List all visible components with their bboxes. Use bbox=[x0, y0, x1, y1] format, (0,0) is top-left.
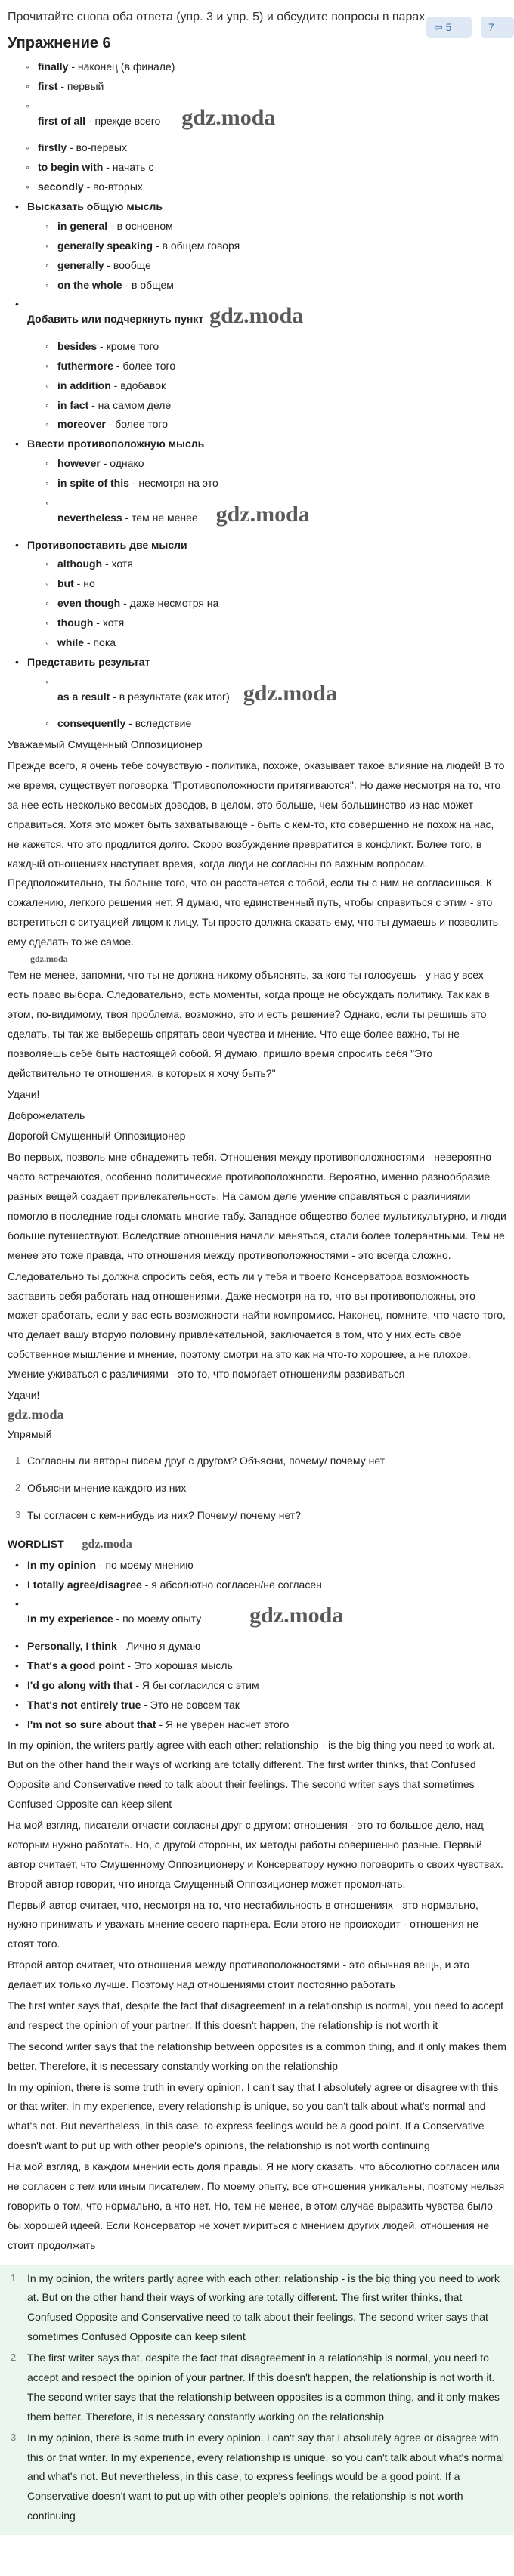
watermark: gdz.moda bbox=[209, 303, 304, 329]
phrase-list-intro bbox=[8, 57, 506, 197]
list-item: • I'd go along with that - Я бы согласился с этим bbox=[8, 1676, 506, 1696]
list-item: ◦ while - пока bbox=[27, 633, 506, 653]
letter1-body2: Тем не менее, запомни, что ты не должна никому объяснять, за кого ты голосуешь - у нас у всех есть право выбора. Следовательно, есть моменты, когда проще не обсуждать политику. Так как в этом, по-видимому, твоя проблема, возможно, это и есть решение? Однако, если ты решишь это сделать, ты так же выберешь спрятать свои чувства и мнение. Что еще более важно, ты не позволяешь себе быть настоящей собой. Я думаю, пришло время спросить себя "Это действительно те отношения, в которых я хочу быть?" bbox=[8, 969, 490, 1079]
list-item: ◦ in fact - на самом деле bbox=[27, 396, 506, 416]
answer-en-2: The first writer says that, despite the fact that disagreement in a relationship is normal, you need to accept and respect the opinion of your partner. If this doesn't happen, the relationship is not worth it bbox=[8, 1999, 504, 2031]
list-item: • I'm not so sure about that - Я не уверен насчет этого bbox=[8, 1715, 506, 1735]
next-exercise-button[interactable] bbox=[481, 17, 514, 38]
list-item: ◦ moreover - более того bbox=[27, 415, 506, 434]
answer-en-1: In my opinion, the writers partly agree with each other: relationship - is the big thing you need to work at. But on the other hand their ways of working are totally different. The first writer thinks, that Confused Opposite and Conservative need to talk about their feelings. The second writer says that sometimes Confused Opposite can keep silent bbox=[8, 1739, 495, 1811]
arrow-left-icon: ⇦ bbox=[434, 21, 446, 33]
watermark: gdz.moda bbox=[30, 953, 68, 964]
list-item: • Personally, I think - Лично я думаю bbox=[8, 1637, 506, 1656]
list-item: • I totally agree/disagree - я абсолютно согласен/не согласен bbox=[8, 1576, 506, 1595]
list-item: ◦ first - первый bbox=[8, 77, 506, 97]
list-item: • That's not entirely true - Это не совсем так bbox=[8, 1696, 506, 1715]
group-heading: • Представить результат ◦ as a result - в результате (как итог) gdz.moda ◦ consequently - вследствие bbox=[8, 653, 506, 734]
task-text: Прочитайте снова оба ответа (упр. 3 и упр. 5) и обсудите вопросы в парах bbox=[8, 11, 426, 23]
list-item: 3 Ты согласен с кем-нибудь из них? Почему/ почему нет? bbox=[15, 1509, 301, 1522]
list-item: ◦ consequently - вследствие bbox=[27, 714, 506, 734]
list-item: ◦ in spite of this - несмотря на это bbox=[27, 474, 506, 493]
letter1-signoff: Удачи! bbox=[8, 1087, 40, 1100]
group-heading: • Добавить или подчеркнуть пункт gdz.moda ◦ besides - кроме того ◦ futhermore - более того ◦ in addition - вдобавок ◦ in fact - на самом деле ◦ moreover - более того bbox=[8, 295, 506, 434]
list-item: ◦ on the whole - в общем bbox=[27, 276, 506, 295]
list-item: 2 Объясни мнение каждого из них bbox=[15, 1482, 187, 1495]
answer-en-3: In my opinion, there is some truth in every opinion. I can't say that I absolutely agree or disagree with this or that writer. In my experience, every relationship is unique, so you can't talk about what's normal and what's not. But nevertheless, in this case, to express feelings would be a good point. If a Conservative doesn't want to put up with other people's opinions, the relationship is not worth continuing bbox=[8, 2080, 499, 2152]
list-item: ◦ however - однако bbox=[27, 454, 506, 474]
answer-en-2b: The second writer says that the relationship between opposites is a common thing, and it only makes them better. Therefore, it is necessary constantly working on the relationship bbox=[8, 2039, 506, 2072]
list-item: 1 Согласны ли авторы писем друг с другом? Объясни, почему/ почему нет bbox=[15, 1455, 386, 1467]
list-item: ◦ but - но bbox=[27, 574, 506, 594]
header bbox=[0, 0, 514, 33]
phrase-groups bbox=[8, 197, 506, 734]
list-item: • That's a good point - Это хорошая мысль bbox=[8, 1656, 506, 1676]
group-heading: • Ввести противоположную мысль ◦ however - однако ◦ in spite of this - несмотря на это ◦ nevertheless - тем не менее gdz.moda bbox=[8, 434, 506, 535]
page-title: Упражнение 6 bbox=[8, 35, 111, 51]
answer-ru-2b: Второй автор считает, что отношения между противоположностями - это обычная вещь, и это делает их только лучше. Поэтому над отношениями стоит постоянно работать bbox=[8, 1959, 470, 1991]
list-item: ◦ generally - вообще bbox=[27, 256, 506, 276]
content bbox=[0, 57, 514, 2256]
answer-ru-1: На мой взгляд, писатели отчасти согласны друг с другом: отношения - это то большое дело, над которым нужно работать. Но, с другой стороны, их методы работы совершенно разные. Первый автор считает, что Смущенному Оппозиционеру и Консерватору нужно поговорить о своих чувствах. Второй автор говорит, что иногда Смущенный Оппозиционер может промолчать. bbox=[8, 1818, 503, 1890]
letter2-signature: Упрямый bbox=[8, 1427, 52, 1440]
letter2-signoff: Удачи! bbox=[8, 1389, 40, 1402]
watermark: gdz.moda bbox=[243, 680, 337, 706]
list-item: ◦ as a result - в результате (как итог) gdz.moda bbox=[27, 673, 506, 715]
final-answers bbox=[0, 2265, 514, 2536]
watermark: gdz.moda bbox=[82, 1538, 132, 1551]
list-item: ◦ finally - наконец (в финале) bbox=[8, 57, 506, 77]
list-item: ◦ secondly - во-вторых bbox=[8, 178, 506, 197]
wordlist bbox=[8, 1556, 506, 1735]
group-heading: • Противопоставить две мысли ◦ although - хотя ◦ but - но ◦ even though - даже несмотря на ◦ though - хотя ◦ while - пока bbox=[8, 536, 506, 653]
answer-ru-3: На мой взгляд, в каждом мнении есть доля правды. Я не могу сказать, что абсолютно согласен или не согласен с тем или иным писателем. По моему опыту, все отношения уникальны, поэтому нельзя говорить о том, что нормально, а что нет. Но, тем не менее, в этом случае выразить чувства было бы хорошей идеей. Если Консерватор не хочет мириться с мнением других людей, отношения не стоит продолжать bbox=[8, 2160, 505, 2251]
list-item: ◦ although - хотя bbox=[27, 555, 506, 574]
group-heading: • Высказать общую мысль ◦ in general - в основном ◦ generally speaking - в общем говоря ◦ generally - вообще ◦ on the whole - в общем bbox=[8, 197, 506, 295]
list-item: ◦ besides - кроме того bbox=[27, 337, 506, 357]
letter2-body2: Следовательно ты должна спросить себя, есть ли у тебя и твоего Консерватора возможность заставить себя работать над отношениями. Даже несмотря на то, что вы противоположны, это может сработать, если у вас есть возможности найти компромисс. Наконец, помните, что часто того, что делает вашу вторую половину привлекательной, заключается в том, что у них есть свое собственное мышление и мнение, поэтому смотри на это как на что-то хорошее, а не плохое. Умение уживаться с различиями - это то, что помогает отношениям развиваться bbox=[8, 1269, 506, 1381]
list-item: ◦ firstly - во-первых bbox=[8, 138, 506, 158]
watermark: gdz.moda bbox=[181, 104, 276, 130]
list-item: • In my experience - по моему опыту gdz.moda bbox=[8, 1594, 506, 1637]
list-item: ◦ though - хотя bbox=[27, 614, 506, 633]
letter1-body: Прежде всего, я очень тебе сочувствую - политика, похоже, оказывает такое влияние на людей! В то же время, существует поговорка "Противоположности притягиваются". Но даже несмотря на то, что за нее есть несколько весомых доводов, в целом, это больше, чем большинство из нас может справиться. Хотя это может быть захватывающе - быть с кем-то, кто совершенно не похож на нас, не кажется, что это продлится долго. Скоро возбуждение превратится в конфликт. Более того, в каждый отношениях наступает время, когда люди не согласны по важным вопросам. Предположительно, ты больше того, что он расстанется с тобой, если ты с ним не согласишься. К сожалению, легкого решения нет. Я думаю, что единственный путь, чтобы справиться с этим - это встретиться с ситуацией лицом к лицу. Ты просто должна сказать ему, что ты думаешь и позволить ему сделать то же самое. bbox=[8, 759, 505, 948]
list-item: 3 In my opinion, there is some truth in every opinion. I can't say that I absolutely agree or disagree with this or that writer. In my experience, every relationship is unique, so you can't talk about what's normal and what's not. But nevertheless, in this case, to express feelings would be a good point. If a Conservative doesn't want to put up with other people's opinions, the relationship is not worth continuing bbox=[11, 2431, 504, 2522]
prev-exercise-label: 5 bbox=[445, 21, 452, 33]
letter1-greeting: Уважаемый Смущенный Оппозиционер bbox=[8, 738, 203, 751]
list-item: ◦ nevertheless - тем не менее gdz.moda bbox=[27, 493, 506, 536]
list-item: ◦ futhermore - более того bbox=[27, 357, 506, 376]
next-exercise-label: 7 bbox=[488, 21, 494, 33]
list-item: ◦ in addition - вдобавок bbox=[27, 376, 506, 396]
list-item: • In my opinion - по моему мнению bbox=[8, 1556, 506, 1576]
list-item: 1 In my opinion, the writers partly agree with each other: relationship - is the big thing you need to work at. But on the other hand their ways of working are totally different. The first writer thinks, that Confused Opposite and Conservative need to talk about their feelings. The second writer says that sometimes Confused Opposite can keep silent bbox=[11, 2271, 500, 2343]
wordlist-heading: WORDLIST gdz.moda bbox=[8, 1538, 132, 1551]
prev-exercise-button[interactable] bbox=[426, 17, 472, 38]
questions-list bbox=[8, 1452, 506, 1526]
list-item: 2 The first writer says that, despite the fact that disagreement in a relationship is normal, you need to accept and respect the opinion of your partner. If this doesn't happen, the relationship is not worth it. The second writer says that the relationship between opposites is a common thing, and it only makes them better. Therefore, it is necessary constantly working on the relationship bbox=[11, 2352, 500, 2423]
letter2-body: Во-первых, позволь мне обнадежить тебя. Отношения между противоположностями - невероятно часто встречаются, особенно политические противоположности. Вероятно, именно разнообразие разных вещей создает привлекательность. На самом деле умение справляться с различиями помогло в последние годы сломать многие табу. Западное общество более мультикультурно, и люди больше путешествуют. Вследствие отношения начали меняться, стали более толерантными. Тем не менее это тоже правда, что отношения между противоположностями - это всегда сложно. bbox=[8, 1151, 506, 1261]
final-answers-list bbox=[8, 2269, 506, 2527]
list-item: ◦ even though - даже несмотря на bbox=[27, 594, 506, 614]
answer-ru-2: Первый автор считает, что, несмотря на то, что нестабильность в отношениях - это нормально, нужно принимать и уважать мнение своего партнера. Если этого не происходит - отношения не стоят того. bbox=[8, 1898, 479, 1950]
letter2-greeting: Дорогой Смущенный Оппозиционер bbox=[8, 1130, 186, 1143]
list-item: ◦ in general - в основном bbox=[27, 217, 506, 237]
watermark: gdz.moda bbox=[215, 502, 310, 527]
list-item: ◦ generally speaking - в общем говоря bbox=[27, 237, 506, 256]
letter1-signature: Доброжелатель bbox=[8, 1109, 85, 1121]
watermark: gdz.moda bbox=[8, 1406, 64, 1422]
list-item: ◦ first of all - прежде всего gdz.moda bbox=[8, 97, 506, 139]
list-item: ◦ to begin with - начать с bbox=[8, 158, 506, 178]
watermark: gdz.moda bbox=[249, 1603, 344, 1628]
